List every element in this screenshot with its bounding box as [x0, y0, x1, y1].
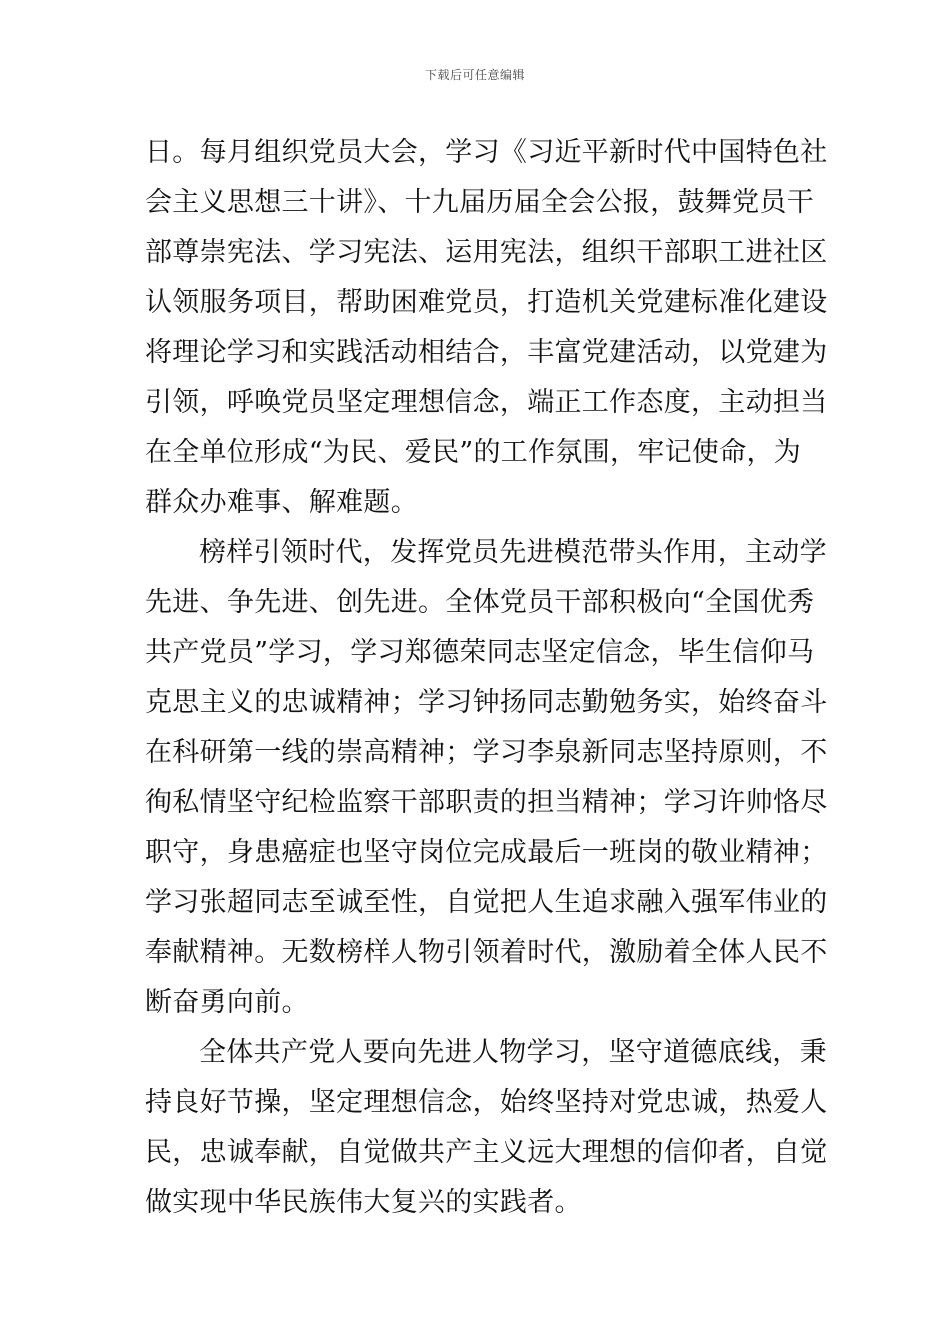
text-line: 奉献精神。无数榜样人物引领着时代，激励着全体人民不	[145, 937, 828, 968]
text-line: 职守，身患癌症也坚守岗位完成最后一班岗的敬业精神；	[145, 837, 828, 868]
text-line: 群众办难事、解难题。	[145, 487, 418, 518]
text-line: 日。每月组织党员大会，学习《习近平新时代中国特色社	[145, 137, 828, 168]
paragraph-first-line: 全体共产党人要向先进人物学习，坚守道德底线，秉	[199, 1037, 827, 1068]
text-line: 认领服务项目，帮助困难党员，打造机关党建标准化建设	[145, 287, 828, 318]
text-line: 持良好节操，坚定理想信念，始终坚持对党忠诚，热爱人	[145, 1087, 828, 1118]
text-line: 先进、争先进、创先进。全体党员干部积极向“全国优秀	[145, 587, 815, 618]
text-line: 做实现中华民族伟大复兴的实践者。	[145, 1187, 582, 1218]
text-line: 在全单位形成“为民、爱民”的工作氛围，牢记使命，为	[145, 437, 802, 468]
text-line: 克思主义的忠诚精神；学习钟扬同志勤勉务实，始终奋斗	[145, 687, 828, 718]
text-line: 在科研第一线的崇高精神；学习李泉新同志坚持原则，不	[145, 737, 828, 768]
text-line: 断奋勇向前。	[145, 987, 309, 1018]
text-line: 徇私情坚守纪检监察干部职责的担当精神；学习许帅恪尽	[145, 787, 828, 818]
text-line: 引领，呼唤党员坚定理想信念，端正工作态度，主动担当	[145, 387, 828, 418]
text-line: 会主义思想三十讲》、十九届历届全会公报，鼓舞党员干	[145, 187, 814, 218]
text-line: 将理论学习和实践活动相结合，丰富党建活动，以党建为	[145, 337, 828, 368]
text-line: 学习张超同志至诚至性，自觉把人生追求融入强军伟业的	[145, 887, 828, 918]
text-line: 民，忠诚奉献，自觉做共产主义远大理想的信仰者，自觉	[145, 1137, 828, 1168]
header-note: 下载后可任意编辑	[424, 68, 525, 82]
paragraph-first-line: 榜样引领时代，发挥党员先进模范带头作用，主动学	[199, 537, 827, 568]
text-line: 部尊崇宪法、学习宪法、运用宪法，组织干部职工进社区	[145, 237, 828, 268]
document-body	[145, 128, 828, 1228]
text-line: 共产党员”学习，学习郑德荣同志坚定信念，毕生信仰马	[145, 637, 815, 668]
